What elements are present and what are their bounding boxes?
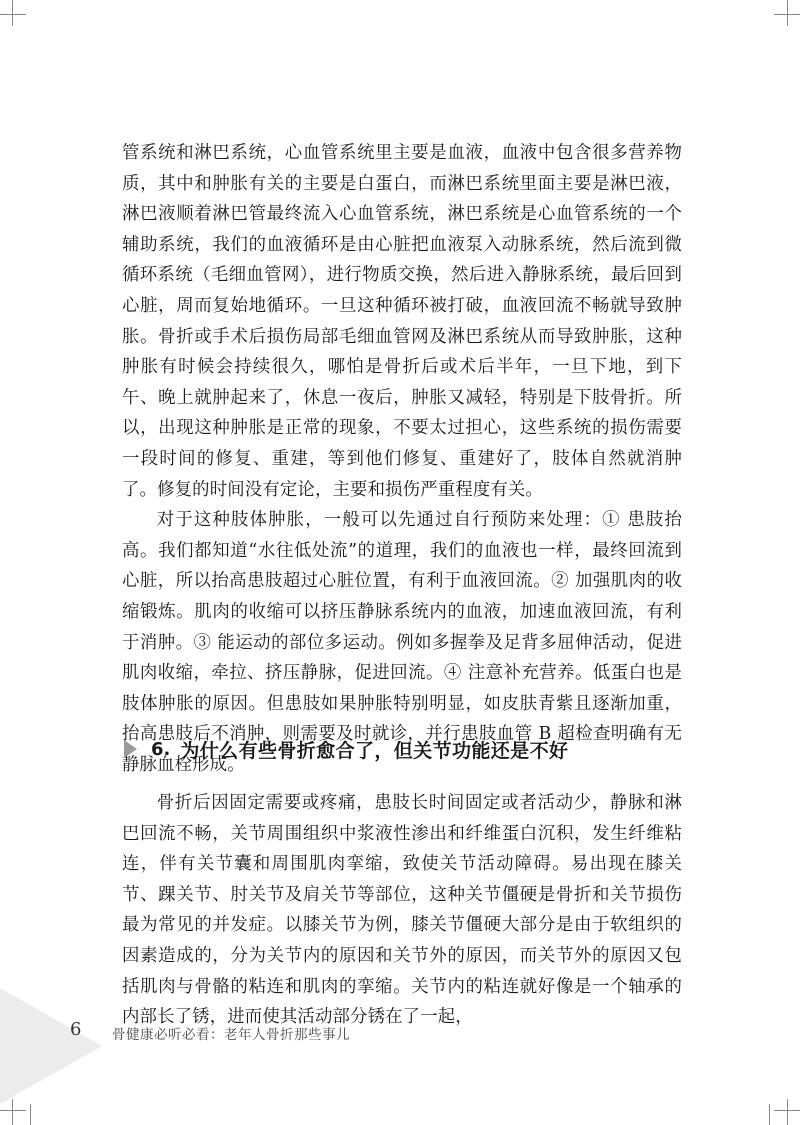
section-body-text xyxy=(122,788,682,1033)
body-text xyxy=(122,138,682,780)
crop-mark-bottom-right xyxy=(787,1099,788,1125)
paragraph-joint-stiffness: 骨折后因固定需要或疼痛，患肢长时间固定或者活动少，静脉和淋巴回流不畅，关节周围组织中浆液性渗出和纤维蛋白沉积，发生纤维粘连，伴有关节囊和周围肌肉挛缩，致使关节活动障碍。易出现在膝关节、踝关节、肘关节及肩关节等部位，这种关节僵硬是骨折和关节损伤最为常见的并发症。以膝关节为例，膝关节僵硬大部分是由于软组织的因素造成的，分为关节内的原因和关节外的原因，而关节外的原因又包括肌肉与骨骼的粘连和肌肉的挛缩。关节内的粘连就好像是一个轴承的内部长了锈，进而使其活动部分锈在了一起， xyxy=(122,793,682,1028)
triangle-bullet-icon xyxy=(124,740,137,758)
crop-mark-bottom-right-h xyxy=(774,1110,800,1111)
page-number: 6 xyxy=(70,1019,82,1040)
section-number: 6. xyxy=(151,738,171,760)
crop-mark-top-left-h xyxy=(0,14,26,15)
paragraph-circulation: 管系统和淋巴系统，心血管系统里主要是血液，血液中包含很多营养物质，其中和肿胀有关的主要是白蛋白，而淋巴系统里面主要是淋巴液，淋巴液顺着淋巴管最终流入心血管系统，淋巴系统是心血管系统的一个辅助系统，我们的血液循环是由心脏把血液泵入动脉系统，然后流到微循环系统（毛细血管网），进行物质交换，然后进入静脉系统，最后回到心脏，周而复始地循环。一旦这种循环被打破，血液回流不畅就导致肿胀。骨折或手术后损伤局部毛细血管网及淋巴系统从而导致肿胀，这种肿胀有时候会持续很久，哪怕是骨折后或术后半年，一旦下地，到下午、晚上就肿起来了，休息一夜后，肿胀又减轻，特别是下肢骨折。所以，出现这种肿胀是正常的现象，不要太过担心，这些系统的损伤需要一段时间的修复、重建，等到他们修复、重建好了，肢体自然就消肿了。修复的时间没有定论，主要和损伤严重程度有关。 xyxy=(122,143,682,500)
crop-mark-top-right-h xyxy=(774,14,800,15)
crop-mark-top-right xyxy=(787,0,788,26)
crop-mark-bottom-left-h xyxy=(0,1110,26,1111)
crop-mark-bottom-right-inner xyxy=(769,1104,770,1125)
section-heading xyxy=(124,733,684,765)
crop-mark-top-left xyxy=(12,0,13,26)
running-title: 骨健康必听必看：老年人骨折那些事儿 xyxy=(112,1027,350,1043)
footer-triangle-decoration xyxy=(0,988,102,1104)
paragraph-self-treatment: 对于这种肢体肿胀，一般可以先通过自行预防来处理：① 患肢抬高。我们都知道“水往低处流”的道理，我们的血液也一样，最终回流到心脏，所以抬高患肢超过心脏位置，有利于血液回流。② 加强肌肉的收缩锻炼。肌肉的收缩可以挤压静脉系统内的血液，加速血液回流，有利于消肿。③ 能运动的部位多运动。例如多握拳及足背多屈伸活动，促进肌肉收缩，牵拉、挤压静脉，促进回流。④ 注意补充营养。低蛋白也是肢体肿胀的原因。但患肢如果肿胀特别明显，如皮肤青紫且逐渐加重，抬高患肢后不消肿，则需要及时就诊，并行患肢血管 B 超检查明确有无静脉血栓形成。 xyxy=(122,510,682,775)
section-title: 为什么有些骨折愈合了，但关节功能还是不好 xyxy=(180,739,569,762)
crop-mark-bottom-left-inner xyxy=(30,1104,31,1125)
